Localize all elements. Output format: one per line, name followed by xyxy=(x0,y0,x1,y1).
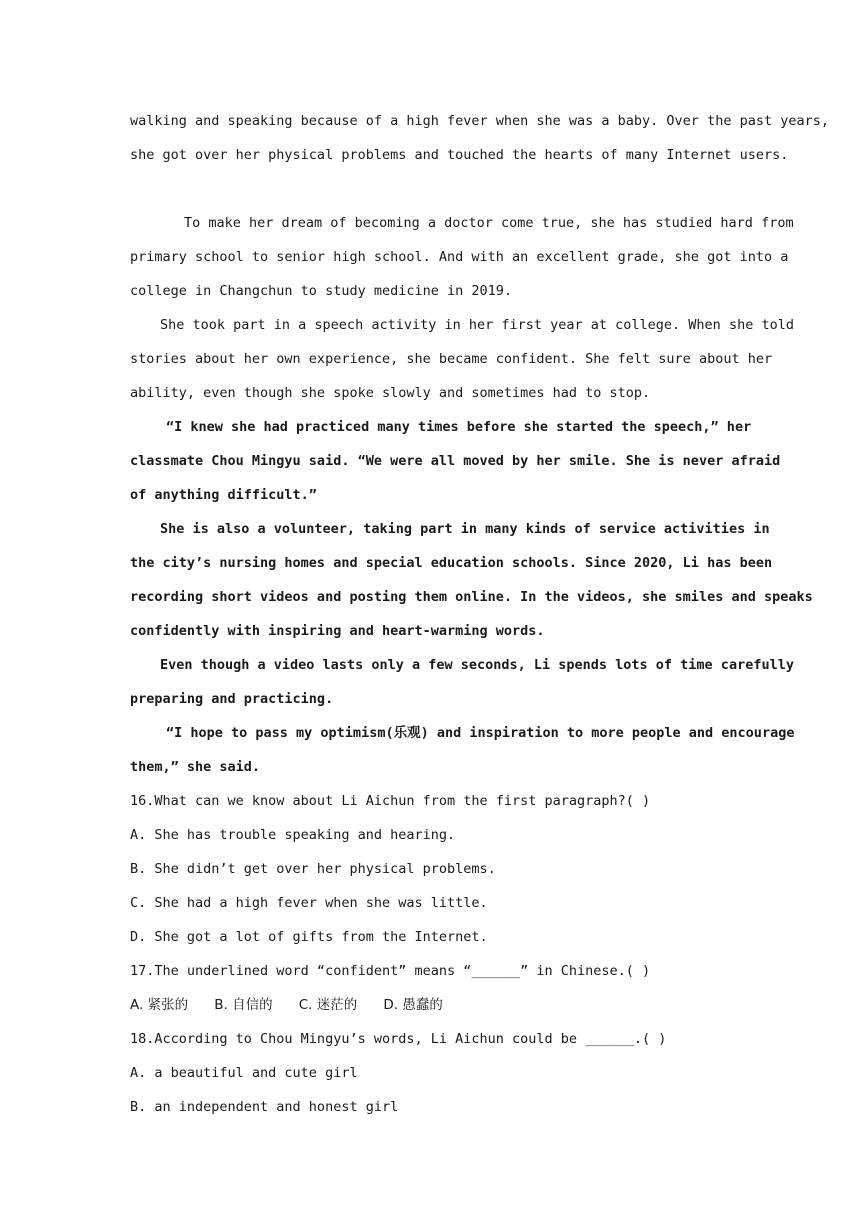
paragraph-7-line-1: “I hope to pass my optimism(乐观) and inspiration to more people and encourage xyxy=(166,725,795,741)
question-17-option-a: A. 紧张的 xyxy=(130,997,189,1013)
paragraph-4-line-1: “I knew she had practiced many times before she started the speech,” her xyxy=(166,419,752,435)
paragraph-gap xyxy=(130,172,730,206)
paragraph-4-line-3: of anything difficult.” xyxy=(130,487,317,503)
paragraph-2-line-2: primary school to senior high school. And with an excellent grade, she got into a xyxy=(130,249,789,265)
paragraph-6-line-2: preparing and practicing. xyxy=(130,691,334,707)
question-18-stem: 18.According to Chou Mingyu’s words, Li Aichun could be ______.( ) xyxy=(130,1031,667,1047)
question-16-option-d: D. She got a lot of gifts from the Internet. xyxy=(130,929,488,945)
paragraph-3-line-2: stories about her own experience, she became confident. She felt sure about her xyxy=(130,351,773,367)
paragraph-5-line-2: the city’s nursing homes and special education schools. Since 2020, Li has been xyxy=(130,555,773,571)
question-17-stem: 17.The underlined word “confident” means “______” in Chinese.( ) xyxy=(130,963,651,979)
paragraph-5-line-4: confidently with inspiring and heart-warming words. xyxy=(130,623,545,639)
question-16-stem: 16.What can we know about Li Aichun from the first paragraph?( ) xyxy=(130,793,651,809)
question-17-option-d: D. 愚蠢的 xyxy=(383,997,443,1013)
question-16-option-b: B. She didn’t get over her physical problems. xyxy=(130,861,496,877)
question-16-option-c: C. She had a high fever when she was little. xyxy=(130,895,488,911)
paragraph-1-line-1: walking and speaking because of a high fever when she was a baby. Over the past years, xyxy=(130,113,829,129)
question-16-option-a: A. She has trouble speaking and hearing. xyxy=(130,827,456,843)
question-17-option-b: B. 自信的 xyxy=(214,997,273,1013)
question-18-option-a: A. a beautiful and cute girl xyxy=(130,1065,358,1081)
paragraph-3-line-1: She took part in a speech activity in her first year at college. When she told xyxy=(160,317,794,333)
paragraph-4-line-2: classmate Chou Mingyu said. “We were all moved by her smile. She is never afraid xyxy=(130,453,781,469)
paragraph-3-line-3: ability, even though she spoke slowly and sometimes had to stop. xyxy=(130,385,651,401)
paragraph-7-line-2: them,” she said. xyxy=(130,759,261,775)
question-18-option-b: B. an independent and honest girl xyxy=(130,1099,399,1115)
paragraph-1-line-2: she got over her physical problems and touched the hearts of many Internet users. xyxy=(130,147,789,163)
question-17-option-c: C. 迷茫的 xyxy=(298,997,358,1013)
paragraph-2-line-3: college in Changchun to study medicine in 2019. xyxy=(130,283,513,299)
paragraph-5-line-1: She is also a volunteer, taking part in many kinds of service activities in xyxy=(160,521,770,537)
paragraph-5-line-3: recording short videos and posting them online. In the videos, she smiles and speaks xyxy=(130,589,813,605)
document-page xyxy=(130,104,829,1124)
paragraph-6-line-1: Even though a video lasts only a few seconds, Li spends lots of time carefully xyxy=(160,657,794,673)
question-17-options xyxy=(130,988,730,1022)
paragraph-2-line-1: To make her dream of becoming a doctor come true, she has studied hard from xyxy=(184,215,794,231)
